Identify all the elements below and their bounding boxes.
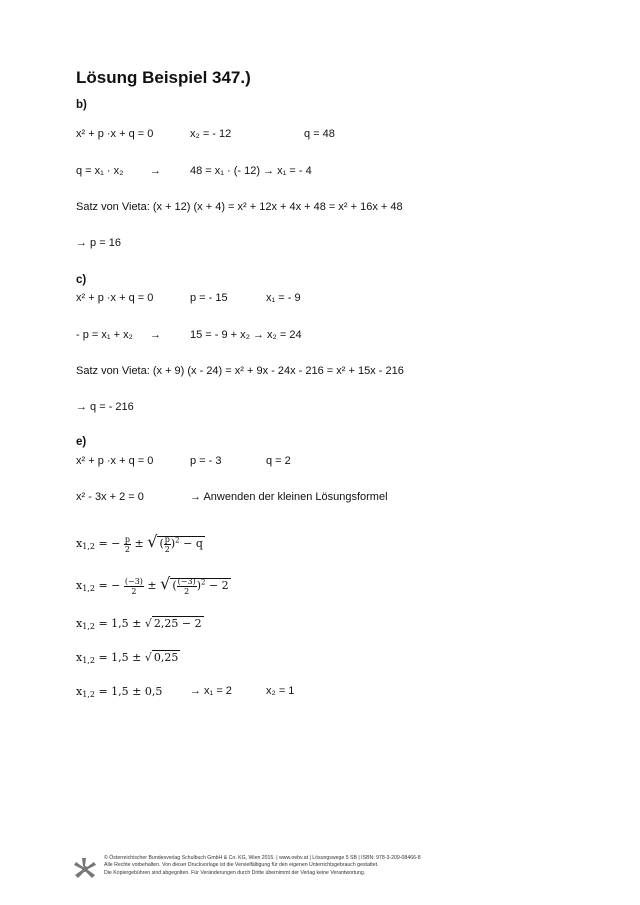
c-vieta-sum: - p = x₁ + x₂	[76, 329, 133, 341]
b-arrow: →	[150, 165, 161, 177]
formula-step-3: $x_{1,2} = 1,5$ ± √ 2,25 − 2	[76, 617, 202, 631]
b-satz-von-vieta: Satz von Vieta: (x + 12) (x + 4) = x² + 12x + 4x + 48 = x² + 16x + 48	[76, 201, 403, 213]
formula-general: $x_{1,2}$ = − $\frac{p}{2}$ ± √ ( $\frac{p}{2}$ )$^2$ − q	[76, 532, 203, 554]
section-e-label: e)	[76, 436, 87, 448]
e-equation: x² + p ·x + q = 0	[76, 455, 154, 467]
footer-line-1: © Österreichischer Bundesverlag Schulbuch GmbH & Co. KG, Wien 2015. | www.oebv.at | Lösungswege 5 SB | ISBN: 978-3-209-08466-8	[104, 855, 421, 861]
c-given-p: p = - 15	[190, 292, 228, 304]
section-b-label: b)	[76, 99, 87, 111]
e-apply-formula: → Anwenden der kleinen Lösungsformel	[190, 491, 388, 503]
c-satz-von-vieta: Satz von Vieta: (x + 9) (x - 24) = x² + 9x - 24x - 216 = x² + 15x - 216	[76, 365, 404, 377]
formula-step-5: $x_{1,2} = 1,5 \pm 0,5$	[76, 685, 163, 699]
e-given-q: q = 2	[266, 455, 291, 467]
c-equation: x² + p ·x + q = 0	[76, 292, 154, 304]
c-arrow: →	[150, 329, 161, 341]
b-vieta-product: q = x₁ · x₂	[76, 165, 124, 177]
formula-step-4: $x_{1,2} = 1,5$ ± √ 0,25	[76, 651, 179, 665]
c-result: → q = - 216	[76, 401, 134, 413]
publisher-logo-icon	[72, 856, 98, 882]
page-title: Lösung Beispiel 347.)	[76, 68, 251, 87]
copyright-footer	[104, 855, 421, 877]
b-calculation: 48 = x₁ · (- 12) → x₁ = - 4	[190, 165, 312, 177]
footer-line-3: Die Kopiergebühren sind abgegolten. Für Veränderungen durch Dritte übernimmt der Verlag keine Verantwortung.	[104, 869, 366, 876]
b-equation: x² + p ·x + q = 0	[76, 128, 154, 140]
c-calculation: 15 = - 9 + x₂ → x₂ = 24	[190, 329, 302, 341]
footer-line-2: Alle Rechte vorbehalten. Von dieser Druckvorlage ist die Vervielfältigung für den eigenen Unterrichtsgebrauch gestattet.	[104, 862, 379, 869]
c-given-x1: x₁ = - 9	[266, 292, 301, 304]
b-given-x2: x₂ = - 12	[190, 128, 232, 140]
e-quadratic: x² - 3x + 2 = 0	[76, 491, 144, 503]
b-given-q: q = 48	[304, 128, 335, 140]
section-c-label: c)	[76, 274, 87, 286]
b-result: → p = 16	[76, 237, 121, 249]
formula-substituted: $x_{1,2}$ = − $\frac{(-3)}{2}$ ± √ ( $\frac{(-3)}{2}$ )$^2$ − 2	[76, 574, 229, 596]
e-result-x1: → x₁ = 2	[190, 685, 232, 697]
e-result-x2: x₂ = 1	[266, 685, 295, 697]
e-given-p: p = - 3	[190, 455, 222, 467]
